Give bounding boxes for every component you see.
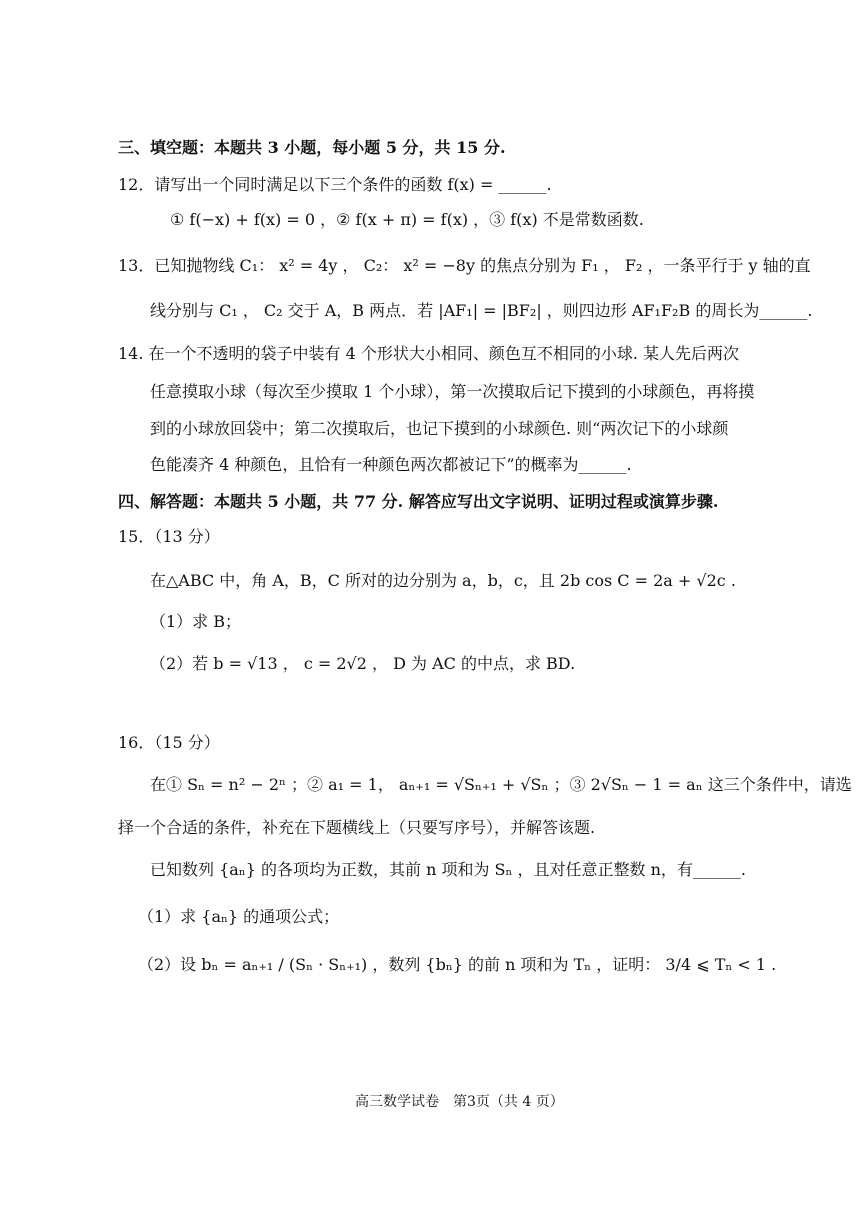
q14-line2: 任意摸取小球（每次至少摸取 1 个小球），第一次摸取后记下摸到的小球颜色，再将摸 bbox=[150, 382, 755, 401]
q16-line2: 择一个合适的条件，补充在下题横线上（只要写序号），并解答该题. bbox=[118, 818, 596, 837]
q16-part1: （1）求 {aₙ} 的通项公式； bbox=[138, 907, 340, 926]
q16-header: 16．（15 分） bbox=[118, 733, 220, 752]
section4-heading: 四、解答题：本题共 5 小题，共 77 分. 解答应写出文字说明、证明过程或演算步骤. bbox=[118, 492, 719, 511]
q15-stem: 在△ABC 中，角 A，B，C 所对的边分别为 a，b，c，且 2b cos C = 2a + √2c . bbox=[150, 571, 736, 590]
section3-heading: 三、填空题：本题共 3 小题，每小题 5 分，共 15 分. bbox=[118, 138, 506, 157]
q15-part2: （2）若 b = √13 ， c = 2√2 ， D 为 AC 的中点，求 BD. bbox=[150, 654, 576, 673]
q14-line1: 14. 在一个不透明的袋子中装有 4 个形状大小相同、颜色互不相同的小球. 某人先后两次 bbox=[118, 344, 740, 363]
page-footer: 高三数学试卷 第3页（共 4 页） bbox=[355, 1094, 564, 1110]
q14-line4: 色能凑齐 4 种颜色，且恰有一种颜色两次都被记下”的概率为______. bbox=[150, 455, 632, 474]
q13-line2: 线分别与 C₁ ， C₂ 交于 A，B 两点．若 |AF₁| = |BF₂| ，则四边形 AF₁F₂B 的周长为______. bbox=[150, 301, 813, 320]
q16-part2: （2）设 bₙ = aₙ₊₁ / (Sₙ · Sₙ₊₁) ，数列 {bₙ} 的前 n 项和为 Tₙ ，证明： 3/4 ⩽ Tₙ < 1 . bbox=[138, 955, 777, 974]
q15-part1: （1）求 B； bbox=[150, 612, 242, 631]
q16-line3: 已知数列 {aₙ} 的各项均为正数，其前 n 项和为 Sₙ ，且对任意正整数 n，有______. bbox=[150, 860, 747, 879]
q15-header: 15．（13 分） bbox=[118, 527, 220, 546]
q16-line1: 在① Sₙ = n² − 2ⁿ ；② a₁ = 1， aₙ₊₁ = √Sₙ₊₁ + √Sₙ ；③ 2√Sₙ − 1 = aₙ 这三个条件中，请选 bbox=[150, 775, 852, 794]
q12-line2: ① f(−x) + f(x) = 0 ，② f(x + π) = f(x) ，③ f(x) 不是常数函数. bbox=[170, 210, 644, 229]
q13-line1: 13．已知抛物线 C₁： x² = 4y ， C₂： x² = −8y 的焦点分别为 F₁ ， F₂ ，一条平行于 y 轴的直 bbox=[118, 256, 811, 275]
q14-line3: 到的小球放回袋中；第二次摸取后，也记下摸到的小球颜色. 则“两次记下的小球颜 bbox=[150, 419, 729, 438]
q12-line1: 12．请写出一个同时满足以下三个条件的函数 f(x) = ______. bbox=[118, 175, 552, 194]
